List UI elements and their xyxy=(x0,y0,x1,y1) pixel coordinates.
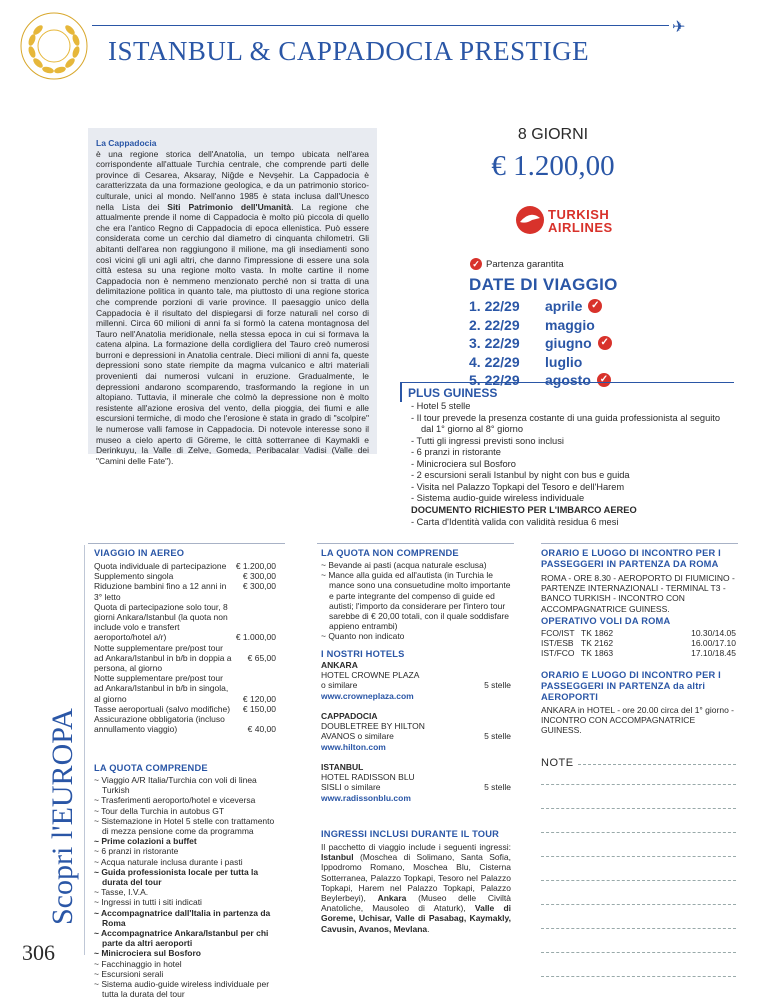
hotel-name: HOTEL CROWNE PLAZA xyxy=(321,670,420,681)
flight-code: TK 1862 xyxy=(581,628,614,638)
notes-label: NOTE xyxy=(541,757,574,769)
list-item: ~ Trasferimenti aeroporto/hotel e viceversa xyxy=(94,795,256,806)
date-range: 3. 22/29 xyxy=(469,335,520,351)
date-month: giugno xyxy=(545,335,592,351)
date-range: 5. 22/29 xyxy=(469,372,520,388)
hotel-stars: 5 stelle xyxy=(484,731,511,742)
entries-heading: INGRESSI INCLUSI DURANTE IL TOUR xyxy=(321,829,500,839)
hotel-alt: SISLI o similare xyxy=(321,782,381,793)
table-row xyxy=(94,571,276,581)
list-item: - 2 escursioni serali Istanbul by night con bus e guida xyxy=(411,470,630,480)
flight-route: IST/FCO xyxy=(541,648,575,659)
hotel-stars: 5 stelle xyxy=(484,782,511,793)
plus-heading: PLUS GUINESS xyxy=(408,386,498,400)
table-row xyxy=(94,643,276,674)
entries-ankara-text: (Museo delle Civiltà Anatoliche, Mausoleo di Ataturk), xyxy=(321,893,511,914)
column-rule xyxy=(541,543,738,544)
sidebar-brand xyxy=(46,545,79,925)
check-icon: ✓ xyxy=(598,336,612,350)
airline-name-1: TURKISH xyxy=(548,207,610,222)
hotel-city: ANKARA xyxy=(321,660,358,670)
flight-route: IST/ESB xyxy=(541,638,574,649)
quota-label: Quota individuale di partecipazione xyxy=(94,561,227,571)
quota-label: Quota di partecipazione solo tour, 8 giorni Ankara/Istanbul (la quota non include volo e transfert aeroporto/hotel a/r) xyxy=(94,601,228,643)
hotel-entry xyxy=(321,660,511,701)
flights-table xyxy=(541,628,736,659)
quota-label: Assicurazione obbligatoria (incluso annullamento viaggio) xyxy=(94,714,225,735)
hotel-name: HOTEL RADISSON BLU xyxy=(321,772,415,783)
quota-value: € 1.200,00 xyxy=(235,561,276,571)
date-month: aprile xyxy=(545,298,583,314)
note-line xyxy=(541,952,736,953)
note-line xyxy=(541,904,736,905)
list-item: - Visita nel Palazzo Topkapi del Tesoro e dell'Harem xyxy=(411,481,625,492)
list-item: ~ Minicrociera sul Bosforo xyxy=(94,948,201,959)
list-item: ~ Sistema audio-guide wireless individuale per tutta la durata del tour xyxy=(94,979,270,999)
hotel-city: ISTANBUL xyxy=(321,762,364,772)
list-item: ~ Escursioni serali xyxy=(94,968,164,979)
table-row xyxy=(94,673,276,704)
check-icon: ✓ xyxy=(597,373,611,387)
list-item: - Minicrociera sul Bosforo xyxy=(411,458,516,469)
date-range: 4. 22/29 xyxy=(469,353,520,370)
date-range: 2. 22/29 xyxy=(469,316,520,333)
list-item: ~ Quanto non indicato xyxy=(321,631,405,642)
quota-value: € 120,00 xyxy=(242,693,276,704)
list-item: ~ Guida professionista locale per tutta la durata del tour xyxy=(94,866,259,888)
cappadocia-intro-box xyxy=(88,128,377,466)
list-item: ~ Accompagnatrice Ankara/Istanbul per chi parte da altri aeroporti xyxy=(94,928,269,949)
table-row xyxy=(541,638,736,648)
flight-route: FCO/IST xyxy=(541,628,575,638)
check-icon: ✓ xyxy=(470,258,482,270)
date-month: luglio xyxy=(545,353,583,370)
other-meeting-text: ANKARA in HOTEL - ore 20.00 circa del 1° giorno - INCONTRO CON ACCOMPAGNATRICE GUINESS. xyxy=(541,705,735,736)
quota-value: € 65,00 xyxy=(247,652,276,663)
included-heading: LA QUOTA COMPRENDE xyxy=(94,763,208,773)
date-month: maggio xyxy=(545,316,595,333)
list-item: - Hotel 5 stelle xyxy=(411,401,471,411)
document-text: - Carta d'Identità valida con validità residua 6 mesi xyxy=(411,517,619,527)
hotel-alt: AVANOS o similare xyxy=(321,731,394,742)
tour-price: € 1.200,00 xyxy=(491,150,615,182)
date-range: 1. 22/29 xyxy=(469,298,520,314)
title-top-rule xyxy=(92,25,669,26)
table-row xyxy=(94,704,276,714)
list-item: ~ Accompagnatrice dall'Italia in partenza da Roma xyxy=(94,907,271,928)
quota-value: € 1.000,00 xyxy=(235,632,276,643)
included-list xyxy=(94,775,278,999)
quota-label: Tasse aeroportuali (salvo modifiche) xyxy=(94,703,231,714)
note-line xyxy=(541,928,736,929)
hotel-link[interactable]: www.crowneplaza.com xyxy=(321,690,414,701)
note-line xyxy=(541,784,736,785)
not-included-list xyxy=(321,560,511,642)
quota-label: Notte supplementare pre/post tour ad Ankara/Istanbul in b/b in singola, al giorno xyxy=(94,673,229,704)
hotel-link[interactable]: www.radissonblu.com xyxy=(321,792,411,803)
date-month: agosto xyxy=(545,372,591,388)
quota-value: € 40,00 xyxy=(247,724,276,735)
intro-text: è una regione storica dell'Anatolia, un tempo ubicata nell'area corrispondente all'attuale Turchia centrale, che comprende parti delle province di Cesarea, Aksaray, Niğde e Nevşehir. La Cappadocia è caratterizzata da una formazione geologica, e da un patrimonio storico-culturale, unici al mondo. Nell'anno 1985 è stata inclusa dall'Unesco nella Lista dei xyxy=(96,148,369,212)
rome-meeting-text: ROMA - ORE 8.30 - AEROPORTO DI FIUMICINO - PARTENZE INTERNAZIONALI - TERMINAL T3 - BANCO TURKISH - INCONTRO CON ACCOMPAGNATRICE GUINESS. xyxy=(541,573,735,614)
entries-intro: Il pacchetto di viaggio include i seguenti ingressi: xyxy=(321,842,511,852)
tour-days: 8 GIORNI xyxy=(517,126,589,143)
other-meeting-heading: ORARIO E LUOGO DI INCONTRO PER I PASSEGGERI IN PARTENZA da altri AEROPORTI xyxy=(541,670,721,702)
rome-meeting-heading: ORARIO E LUOGO DI INCONTRO PER I PASSEGGERI IN PARTENZA DA ROMA xyxy=(541,548,721,569)
list-item: ~ 6 pranzi in ristorante xyxy=(94,846,179,857)
date-row xyxy=(469,334,612,353)
hotel-entry xyxy=(321,711,511,752)
quota-value: € 300,00 xyxy=(242,581,276,592)
entries-end: . xyxy=(427,923,430,934)
hotels-heading: I NOSTRI HOTELS xyxy=(321,649,405,659)
flight-code: TK 1863 xyxy=(581,648,614,659)
date-row xyxy=(469,353,612,372)
hotel-alt: o similare xyxy=(321,680,358,691)
entries-valleys: Valle di Goreme, Uchisar, Valle di Pasabag, Kaymakly, Cavusin, Avanos, Mevlana xyxy=(321,903,511,934)
guarantee-note xyxy=(470,258,564,270)
flight-time: 16.00/17.10 xyxy=(691,638,736,649)
list-item: - Tutti gli ingressi previsti sono inclusi xyxy=(411,435,564,446)
entries-ankara-label: Ankara xyxy=(377,893,407,904)
table-row xyxy=(541,648,736,658)
entries-text xyxy=(321,842,511,934)
hotel-city: CAPPADOCIA xyxy=(321,711,378,721)
note-line xyxy=(541,880,736,881)
list-item: ~ Acqua naturale inclusa durante i pasti xyxy=(94,856,243,867)
column-rule xyxy=(88,543,285,544)
date-row xyxy=(469,316,612,335)
page-title: ISTANBUL & CAPPADOCIA PRESTIGE xyxy=(108,36,590,66)
quota-heading: VIAGGIO IN AEREO xyxy=(94,548,185,558)
table-row xyxy=(94,714,276,734)
dates-heading: DATE DI VIAGGIO xyxy=(469,275,618,294)
sidebar-brand-text: Scopri l'EUROPA xyxy=(46,708,79,925)
note-line xyxy=(541,832,736,833)
table-row xyxy=(94,561,276,571)
quota-value: € 150,00 xyxy=(242,703,276,714)
quota-label: Riduzione bambini fino a 12 anni in 3° letto xyxy=(94,581,227,602)
note-line xyxy=(578,764,736,765)
flights-heading: OPERATIVO VOLI DA ROMA xyxy=(541,616,671,626)
check-icon: ✓ xyxy=(588,299,602,313)
flight-code: TK 2162 xyxy=(581,638,614,649)
plus-list xyxy=(411,401,731,505)
sidebar-rule xyxy=(84,545,85,955)
quota-label: Supplemento singola xyxy=(94,571,174,582)
list-item: ~ Viaggio A/R Italia/Turchia con voli di linea Turkish xyxy=(94,775,257,796)
list-item: - Il tour prevede la presenza costante di una guida professionista al seguito dal 1° giorno al 8° giorno xyxy=(411,412,721,434)
column-rule xyxy=(317,543,514,544)
quota-label: Notte supplementare pre/post tour ad Ankara/Istanbul in b/b in doppia a persona, al giorno xyxy=(94,642,232,674)
intro-heading: La Cappadocia xyxy=(96,138,157,148)
page-number: 306 xyxy=(22,940,55,965)
table-row xyxy=(94,602,276,643)
airplane-icon: ✈ xyxy=(672,19,686,36)
hotel-stars: 5 stelle xyxy=(484,680,511,691)
not-included-heading: LA QUOTA NON COMPRENDE xyxy=(321,548,459,558)
hotel-name: DOUBLETREE BY HILTON xyxy=(321,721,425,732)
list-item: ~ Mance alla guida ed all'autista (in Turchia le mance sono una consuetudine molto importante e parte integrante del compenso di guide ed autisti; l'importo da considerare per l'intero tour sarebbe di € 20,00 totali, con il quale soddisfare appieno entrambi) xyxy=(321,570,511,632)
list-item: ~ Sistemazione in Hotel 5 stelle con trattamento di mezza pensione come da programma xyxy=(94,815,275,837)
quota-table xyxy=(94,561,276,734)
list-item: ~ Facchinaggio in hotel xyxy=(94,958,182,969)
hotel-entry xyxy=(321,762,511,803)
entries-istanbul-label: Istanbul xyxy=(321,852,354,863)
intro-highlight: Siti Patrimonio dell'Umanità xyxy=(167,201,292,212)
laurel-wreath-logo xyxy=(18,10,90,82)
dates-list xyxy=(469,297,612,390)
intro-text-2: . La regione che attualmente prende il nome di Cappadocia è molto più piccola di quello che era l'antico Regno di Cappadocia di epoca ellenistica. Può essere considerata come un cerchio dal diametro di cinquanta chilometri. Gli abitanti dell'area non raggiungono il milione, ma gli insediamenti sono così vicini gli uni agli altri, che danno l'impressione di essere una sola città estesa su una regione molto vasta. In molte cartine il nome Cappadocia non è nemmeno menzionato perché non si tratta di una delimitazione politica in quanto tale, ma piuttosto di una regione storica che comprende porzioni di varie province. Il paesaggio unico della Cappadocia è il risultato del dispiegarsi di forze naturali nel corso di millenni. Circa 60 milioni di anni fa si formò la catena montagnosa del Tauro nell'Anatolia meridionale, nella stessa epoca in cui si formava la catena alpina. La formazione della cordigliera del Tauro creò numerosi burroni e depressioni in Anatolia centrale. Dieci milioni di anni fa, queste depressioni sono state riempite da magma vulcanico e altri materiali provenienti dai numerosi vulcani in eruzione. Gradualmente, le depressioni andarono scomparendo, trasformando la regione in un altopiano. Tuttavia, il minerale che colmò la depressione non è molto resistente all'azione erosiva del vento, della pioggia, dei fiumi e alle escursioni termiche, di modo che l'erosione è stata in grado di "scolpire" le numerose valli famose in Cappadocia. Di notevole interesse sono il museo a cielo aperto di Göreme, le città sotterranee di Kaymakli e Derinkuyu, la Valle di Zelve, Gomeda, Peribacalar Vadisi (Valle dei "Camini delle Fate"). xyxy=(96,201,369,466)
list-item: ~ Bevande ai pasti (acqua naturale esclusa) xyxy=(321,560,487,570)
list-item: ~ Prime colazioni a buffet xyxy=(94,836,197,847)
table-row xyxy=(541,628,736,638)
list-item: ~ Tasse, I.V.A. xyxy=(94,887,149,898)
hotel-link[interactable]: www.hilton.com xyxy=(321,741,386,752)
quota-value: € 300,00 xyxy=(242,571,276,582)
list-item: - Sistema audio-guide wireless individuale xyxy=(411,493,585,503)
table-row xyxy=(94,581,276,601)
flight-time: 17.10/18.45 xyxy=(691,648,736,659)
date-row xyxy=(469,297,612,316)
list-item: - 6 pranzi in ristorante xyxy=(411,447,501,457)
flight-time: 10.30/14.05 xyxy=(691,628,736,638)
note-line xyxy=(541,976,736,977)
guarantee-text: Partenza garantita xyxy=(486,258,564,270)
airline-name-2: AIRLINES xyxy=(548,220,613,235)
entries-istanbul-text: (Moschea di Solimano, Santa Sofia, Ippodromo Romano, Moschea Blu, Cisterna Sotterranea, Palazzo Topkapi, Tesoro nel Palazzo Topkapi, Harem nel Palazzo Topkapi, Palazzo Beylerbeyi), xyxy=(321,852,511,904)
document-heading: DOCUMENTO RICHIESTO PER L'IMBARCO AEREO xyxy=(411,505,637,515)
note-line xyxy=(541,856,736,857)
list-item: ~ Ingressi in tutti i siti indicati xyxy=(94,897,202,908)
note-line xyxy=(541,808,736,809)
list-item: ~ Tour della Turchia in autobus GT xyxy=(94,805,225,816)
turkish-airlines-logo xyxy=(512,198,613,244)
